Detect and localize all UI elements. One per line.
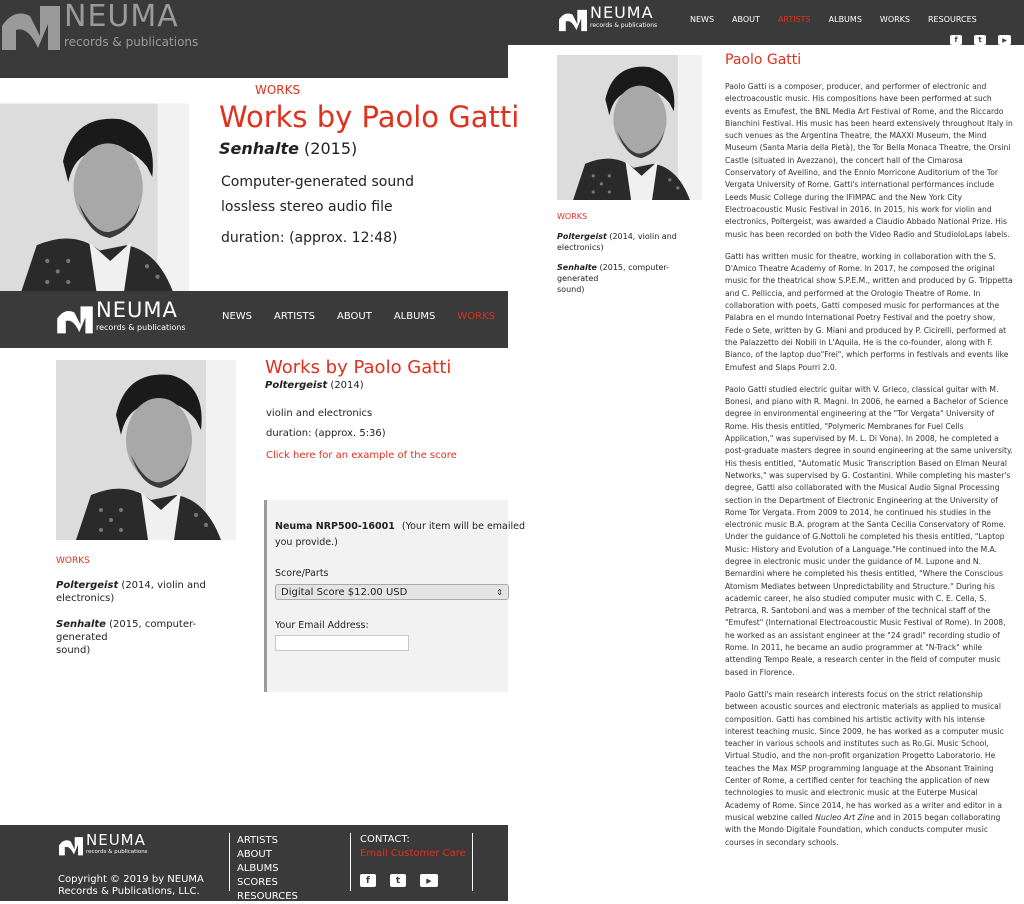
nav-news[interactable]: NEWS [690, 15, 715, 24]
bio-paragraph-3: Paolo Gatti studied electric guitar with V. Grieco, classical guitar with M. Bonesi, and piano with R. Magni. In 2006, he earned a Bachelor of Science degree in environmental engineering at the "Tor Vergata" University of Rome. His thesis entitled, "Polymeric Membranes for Fuel Cells Application," was supervised by M. L. Di Vona). In 2008, he completed a post-graduate masters degree in sound engineering at the same university. His thesis entitled, "Automatic Music Transcription Based on Elman Neural Networks," was supervised by G. Costantini. While completing his master's degree, Gatti also collaborated with the Musical Audio Signal Processing section in the Department of Electronic Engineering at the University of Rome Tor Vergata. From 2009 to 2014, he continued his studies in the electronic music B.A. program at the Santa Cecilia Conservatory of Rome. Under the guidance of G.Nottoli he completed his thesis entitled, "Laptop Music: History and Evolution of a Language."He continued into the M.A. degree in electronic music under the guidance of M. Lupone and N. Bernardini where he completed his thesis entitled, "Where the Conscious Atomism Mediates between Unpredictability and Structure." During his academic career, he also studied computer music with C. E. Cella, S. Petrarca, R. Santoboni and was a member of the technical staff of the "Emufest" (International Electroacoustic Music Festival of Rome). In 2008, he worked as an assistant engineer at the "24 gradi" recording studio of Rome. In 2011, he became an audio programmer at "N-Track" while attending Tempo Reale, a research center in the field of computer music based in Florence. [725, 384, 1013, 677]
brand-name: NEUMA [64, 0, 179, 34]
works-item-rest: (2014, violin and [121, 580, 206, 591]
youtube-icon[interactable]: ▶ [998, 35, 1011, 45]
panel1-line1: Computer-generated sound [221, 174, 415, 190]
youtube-icon[interactable]: ▶ [420, 874, 438, 887]
works-item-rest: (2015, computer-generated [56, 619, 197, 643]
neuma-logo-icon [558, 5, 588, 33]
nav-works[interactable]: WORKS [457, 311, 496, 322]
brand-sub: records & publications [590, 22, 658, 29]
right-logo[interactable] [558, 5, 657, 33]
panel2-title: Works by Paolo Gatti [265, 357, 452, 378]
artist-name-heading: Paolo Gatti [725, 52, 802, 68]
score-example-link[interactable]: Click here for an example of the score [266, 450, 457, 461]
twitter-icon[interactable]: t [974, 35, 986, 45]
works-item-rest2: sound) [557, 285, 585, 294]
brand-name: NEUMA [590, 3, 654, 22]
panel2-work-heading [265, 380, 364, 391]
works-item-title: Poltergeist [557, 232, 607, 241]
catalog-number: Neuma NRP500-16001 [275, 521, 395, 532]
footer-links [237, 834, 298, 904]
works-item-title: Senhalte [56, 619, 106, 630]
footer [0, 825, 508, 901]
neuma-logo-icon [0, 0, 62, 54]
twitter-icon[interactable]: t [390, 874, 406, 887]
right-artist-photo [557, 55, 702, 200]
footer-link-about[interactable]: ABOUT [237, 849, 272, 860]
panel2-work-year: (2014) [330, 380, 364, 391]
brand-name: NEUMA [86, 831, 146, 849]
panel2-works-item-2[interactable] [56, 618, 246, 657]
nav-artists[interactable]: ARTISTS [274, 311, 315, 322]
works-item-title: Senhalte [557, 263, 597, 272]
neuma-logo-icon [56, 300, 94, 336]
brand-sub: records & publications [96, 323, 186, 332]
panel1-work-title: Senhalte [219, 139, 299, 158]
footer-logo[interactable] [58, 833, 148, 857]
brand-name: NEUMA [96, 298, 178, 322]
panel2-line1: violin and electronics [266, 408, 373, 419]
works-item-title: Poltergeist [56, 580, 119, 591]
brand-sub: records & publications [86, 849, 148, 855]
purchase-form [264, 500, 526, 692]
catalog-line [275, 521, 525, 532]
right-works-item-1[interactable] [557, 231, 707, 253]
nav-works[interactable]: WORKS [879, 15, 910, 24]
facebook-icon[interactable]: f [950, 35, 962, 45]
contact-label: CONTACT: [360, 834, 410, 845]
right-works-heading: WORKS [557, 212, 588, 221]
footer-divider-2 [350, 833, 351, 891]
select-arrows-icon: ⇕ [496, 587, 503, 597]
copyright-line-2: Records & Publications, LLC. [58, 886, 200, 897]
panel1-work-heading [219, 139, 357, 158]
nav-albums[interactable]: ALBUMS [828, 15, 862, 24]
panel1-section-label: WORKS [255, 83, 301, 97]
footer-divider-1 [229, 833, 230, 891]
panel2-nav [222, 311, 495, 322]
email-note: (Your item will be emailed [401, 521, 526, 532]
facebook-icon[interactable]: f [360, 874, 376, 887]
bio-paragraph-1: Paolo Gatti is a composer, producer, and performer of electronic and electroacoustic music. His compositions have been performed at such events as Emufest, the BNL Media Art Festival of Rome, and the Riccardo Bianchini Festival. His music has been heard extensively throughout Italy in such venues as the Argentina Theatre, the MAXXI Museum, the Mind Museum (Santa Maria della Pietà), the Tor Bella Monaca Theatre, the Orsini Castle (situated in Avezzano), the concert hall of the Cimarosa Conservatory of Avellino, and the Ennio Morricone Auditorium of the Tor Vergata University of Rome. Gatti's international performances include Leeds Music College during the IFIMPAC and the New York City Electroacoustic Music Festival in 2016. In 2015, his work for violin and electronics, Poltergeist, was awarded a Claudio Abbado National Prize. His music has been recorded on both the Video Radio and StudioloLaps labels. [725, 82, 1013, 239]
nav-artists[interactable]: ARTISTS [777, 15, 811, 24]
panel2-work-title: Poltergeist [265, 380, 328, 391]
bio-p4-webzine: Nucleo Art Zine [815, 812, 875, 822]
nav-albums[interactable]: ALBUMS [393, 311, 436, 322]
panel2-artist-photo [56, 360, 236, 540]
bio-paragraph-4 [725, 689, 1013, 849]
panel2-works-heading: WORKS [56, 556, 90, 566]
bio-p4-part-b: and in 2015 began collaborating with the Mondo Digitale Foundation, which conducts computer music courses in secondary schools. [725, 812, 1001, 847]
bio-p4-part-a: Paolo Gatti's main research interests focus on the strict relationship between acoustic sources and electronic materials as applied to musical composition. Gatti has combined his artistic activity with his intense interest teaching music. Since 2009, he has worked as a computer music teacher in various schools and institutes such as Ro.Gi. Music School, Virtual Studio, and the non-profit organization Progetto Laboratorio. He teaches the Max MSP programming language at the Absonant Training Center of Rome, a certified center for teaching the application of new technologies to music and electronic music at the Euterpe Musical Academy of Rome. Since 2014, he has worked as a writer and editor in a musical webzine called [725, 689, 1004, 822]
panel1-artist-photo [0, 104, 189, 292]
nav-about[interactable]: ABOUT [732, 15, 760, 24]
works-item-rest2: electronics) [56, 593, 115, 604]
panel2-logo[interactable] [56, 300, 186, 336]
panel2-works-item-1[interactable] [56, 579, 246, 605]
right-nav [690, 15, 977, 24]
works-item-rest2: electronics) [557, 243, 604, 252]
footer-link-scores[interactable]: SCORES [237, 877, 278, 888]
panel1-work-year: (2015) [304, 139, 358, 158]
score-parts-value: Digital Score $12.00 USD [281, 586, 408, 598]
nav-about[interactable]: ABOUT [336, 311, 372, 322]
panel1-title: Works by Paolo Gatti [219, 100, 520, 134]
neuma-logo-icon [58, 833, 84, 857]
nav-news[interactable]: NEWS [222, 311, 253, 322]
footer-link-artists[interactable]: ARTISTS [237, 835, 278, 846]
works-item-rest: (2015, computer-generated [557, 263, 670, 283]
right-social [950, 35, 1011, 45]
panel2-line2: duration: (approx. 5:36) [266, 428, 386, 439]
footer-social [360, 874, 438, 887]
email-note-2: you provide.) [275, 537, 338, 548]
footer-divider-3 [472, 833, 473, 891]
panel1-logo[interactable] [0, 0, 198, 54]
panel1-line2: lossless stereo audio file [221, 199, 393, 215]
works-item-rest: (2014, violin and [609, 232, 677, 241]
email-input[interactable] [275, 635, 409, 651]
footer-link-resources[interactable]: RESOURCES [237, 891, 298, 902]
works-item-rest2: sound) [56, 645, 91, 656]
email-label: Your Email Address: [275, 620, 369, 631]
bio-paragraph-2: Gatti has written music for theatre, working in collaboration with the S. D'Amico Theatre Academy of Rome. In 2017, he composed the original music for the theatrical show S.P.E.M., written and produced by G. Trippetta and C. Pelliccia, and performed at the Orologio Theatre of Rome. In collaboration with poets, Gatti composed music for performances at the Palabra en el mundo International Poetry Festival and the poetry show, Fede o Sete, written by G. Miani and produced by P. Cicirelli, performed at the Palazzetto dei Nobili in L'Aquila. He is the co-founder, along with F. Bianco, of the laptop duo"Frei", which performs in festivals and events like Emufest and Slaps Pourri 2.0. [725, 251, 1013, 372]
nav-resources[interactable]: RESOURCES [928, 15, 977, 24]
email-customer-care-link[interactable]: Email Customer Care [360, 848, 466, 859]
copyright-line-1: Copyright © 2019 by NEUMA [58, 874, 204, 885]
brand-sub: records & publications [64, 35, 199, 49]
panel1-line3: duration: (approx. 12:48) [221, 230, 398, 246]
footer-link-albums[interactable]: ALBUMS [237, 863, 279, 874]
score-parts-label: Score/Parts [275, 568, 329, 579]
right-works-item-2[interactable] [557, 262, 707, 295]
artist-biography [725, 81, 1013, 849]
score-parts-select[interactable] [275, 584, 509, 600]
